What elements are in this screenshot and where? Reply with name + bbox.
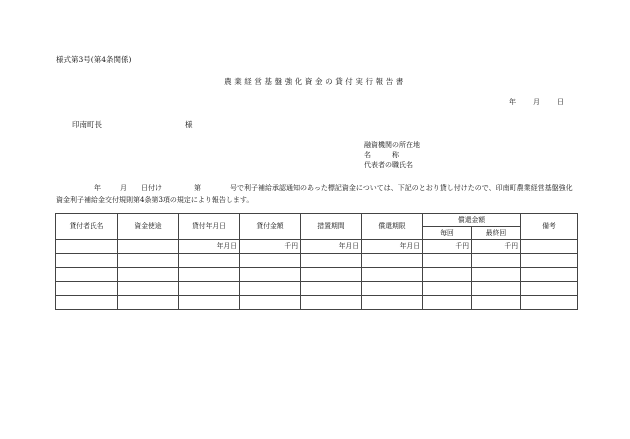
sender-address-label: 融資機関の所在地 (364, 141, 420, 149)
date-day-label: 日 (557, 98, 564, 106)
header-grace-period: 措置期間 (301, 214, 362, 240)
date-year-label: 年 (509, 98, 516, 106)
addressee-honorific: 様 (185, 120, 193, 129)
unit-loan-amount: 千円 (240, 240, 301, 254)
header-loan-date: 貸付年月日 (179, 214, 240, 240)
loan-report-table (55, 213, 578, 310)
unit-loan-date: 年月日 (179, 240, 240, 254)
date-month-label: 月 (533, 98, 540, 106)
header-each-time: 毎回 (423, 227, 472, 240)
header-loan-amount: 貸付金額 (240, 214, 301, 240)
body-year: 年 (94, 184, 101, 192)
header-final-time: 最終回 (472, 227, 521, 240)
addressee-name: 印南町長 (72, 120, 102, 129)
report-body (56, 183, 576, 206)
body-number-prefix: 第 (194, 184, 201, 192)
report-date (509, 99, 564, 106)
unit-grace-period: 年月日 (301, 240, 362, 254)
form-number: 様式第3号(第4条関係) (56, 55, 132, 64)
body-month: 月 (120, 184, 127, 192)
header-repayment-term: 償還期限 (362, 214, 423, 240)
body-day: 日付け (141, 184, 162, 192)
document-title: 農業経営基盤強化資金の貸付実行報告書 (224, 77, 406, 86)
table-row (56, 254, 578, 268)
body-text-main: 号で利子補給承認通知のあった標記資金については、下記のとおり貸し付けたので、印南町農業経営基盤強化資金利子補給金交付規則第4条第3項の規定により報告します。 (56, 184, 573, 204)
sender-name-label: 名 称 (364, 151, 399, 159)
table-row (56, 240, 578, 254)
table-row (56, 296, 578, 310)
unit-repayment-term: 年月日 (362, 240, 423, 254)
header-repayment-amount: 償還金額 (423, 214, 521, 227)
unit-each-time: 千円 (423, 240, 472, 254)
table-row (56, 282, 578, 296)
unit-final-time: 千円 (472, 240, 521, 254)
header-fund-use: 資金使途 (118, 214, 179, 240)
header-borrower: 貸付者氏名 (56, 214, 118, 240)
table-row (56, 268, 578, 282)
header-remarks: 備考 (521, 214, 578, 240)
sender-representative-label: 代表者の職氏名 (364, 161, 413, 169)
